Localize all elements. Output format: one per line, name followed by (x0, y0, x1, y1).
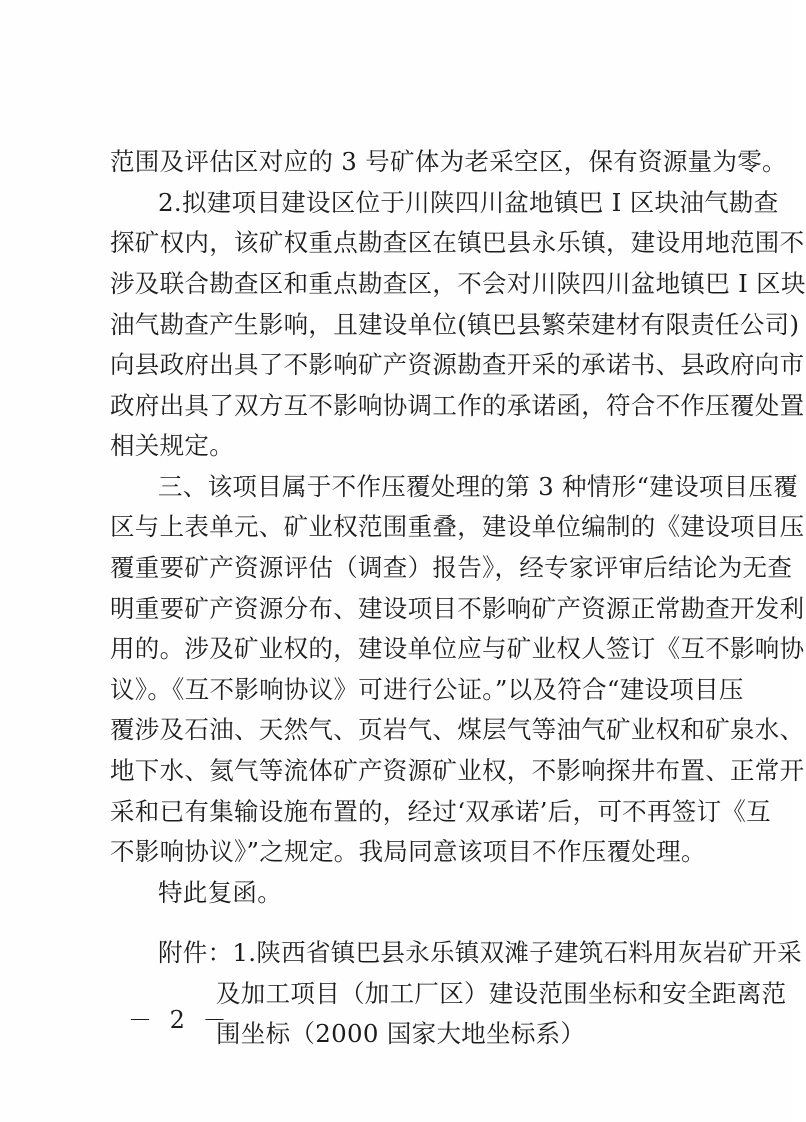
page-number: － 2 － (128, 1006, 232, 1034)
body-line-9: 三、该项目属于不作压覆处理的第 3 种情形“建设项目压覆 (158, 472, 799, 501)
body-line-11: 覆重要矿产资源评估（调查）报告》，经专家评审后结论为无查 (110, 553, 793, 582)
body-line-15: 覆涉及石油、天然气、页岩气、煤层气等油气矿业权和矿泉水、 (110, 715, 805, 744)
closing-line: 特此复函。 (158, 878, 282, 907)
body-line-4: 涉及联合勘查区和重点勘查区，不会对川陕四川盆地镇巴 I 区块 (110, 269, 806, 298)
attachment-line-1: 附件：1.陕西省镇巴县永乐镇双滩子建筑石料用灰岩矿开采 (158, 938, 802, 967)
body-line-14: 议》。《互不影响协议》可进行公证。”以及符合“建设项目压 (110, 675, 744, 704)
body-line-3: 探矿权内，该矿权重点勘查区在镇巴县永乐镇，建设用地范围不 (110, 228, 805, 257)
attachment-line-3: 围坐标（2000 国家大地坐标系） (216, 1019, 586, 1048)
body-line-5: 油气勘查产生影响，且建设单位(镇巴县繁荣建材有限责任公司) (110, 310, 800, 339)
body-line-16: 地下水、氦气等流体矿产资源矿业权，不影响探井布置、正常开 (110, 756, 805, 785)
body-line-1: 范围及评估区对应的 3 号矿体为老采空区，保有资源量为零。 (110, 147, 787, 176)
body-line-7: 政府出具了双方互不影响协调工作的承诺函，符合不作压覆处置 (110, 391, 805, 420)
body-line-13: 用的。涉及矿业权的，建设单位应与矿业权人签订《互不影响协 (110, 634, 805, 663)
attachment-line-2: 及加工项目（加工厂区）建设范围坐标和安全距离范 (216, 979, 787, 1008)
body-line-10: 区与上表单元、矿业权范围重叠，建设单位编制的《建设项目压 (110, 512, 805, 541)
body-line-12: 明重要矿产资源分布、建设项目不影响矿产资源正常勘查开发利 (110, 594, 805, 623)
body-line-6: 向县政府出具了不影响矿产资源勘查开采的承诺书、县政府向市 (110, 350, 805, 379)
body-line-17: 采和已有集输设施布置的，经过‘双承诺’后，可不再签订《互 (110, 797, 771, 826)
body-line-18: 不影响协议》”之规定。我局同意该项目不作压覆处理。 (110, 837, 706, 866)
body-line-2: 2.拟建项目建设区位于川陕四川盆地镇巴 I 区块油气勘查 (158, 188, 779, 217)
body-line-8: 相关规定。 (110, 431, 234, 460)
